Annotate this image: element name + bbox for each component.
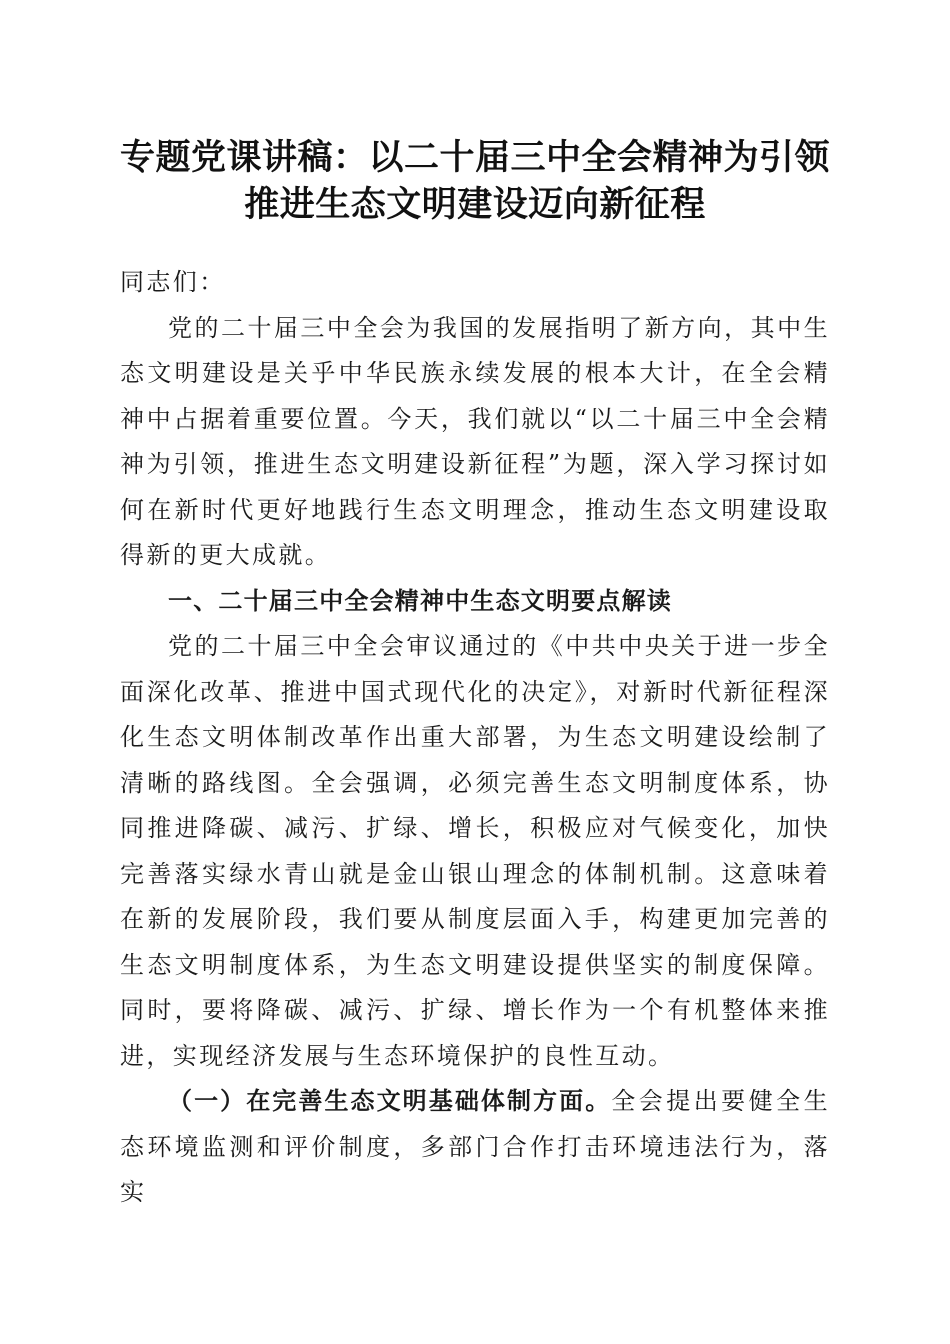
document-body: [120, 260, 830, 1216]
intro-paragraph: 党的二十届三中全会为我国的发展指明了新方向，其中生态文明建设是关乎中华民族永续发展的根本大计，在全会精神中占据着重要位置。今天，我们就以“以二十届三中全会精神为引领，推进生态文明建设新征程”为题，深入学习探讨如何在新时代更好地践行生态文明理念，推动生态文明建设取得新的更大成就。: [120, 313, 830, 569]
section-1-paragraph: 党的二十届三中全会审议通过的《中共中央关于进一步全面深化改革、推进中国式现代化的决定》，对新时代新征程深化生态文明体制改革作出重大部署，为生态文明建设绘制了清晰的路线图。全会强调，必须完善生态文明制度体系，协同推进降碳、减污、扩绿、增长，积极应对气候变化，加快完善落实绿水青山就是金山银山理念的体制机制。这意味着在新的发展阶段，我们要从制度层面入手，构建更加完善的生态文明制度体系，为生态文明建设提供坚实的制度保障。同时，要将降碳、减污、扩绿、增长作为一个有机整体来推进，实现经济发展与生态环境保护的良性互动。: [120, 632, 830, 1070]
subsection-1-text: 全会提出要健全生态环境监测和评价制度，多部门合作打击环境违法行为，落实: [120, 1087, 831, 1206]
document-title-line-2: 推进生态文明建设迈向新征程: [244, 184, 706, 225]
greeting: 同志们：: [120, 268, 226, 296]
section-1-heading: 一、二十届三中全会精神中生态文明要点解读: [168, 586, 672, 615]
document-title-line-1: 专题党课讲稿：以二十届三中全会精神为引领: [119, 137, 830, 178]
subsection-1-heading: （一）在完善生态文明基础体制方面。: [168, 1087, 612, 1115]
subsection-1-paragraph: [120, 1079, 830, 1216]
